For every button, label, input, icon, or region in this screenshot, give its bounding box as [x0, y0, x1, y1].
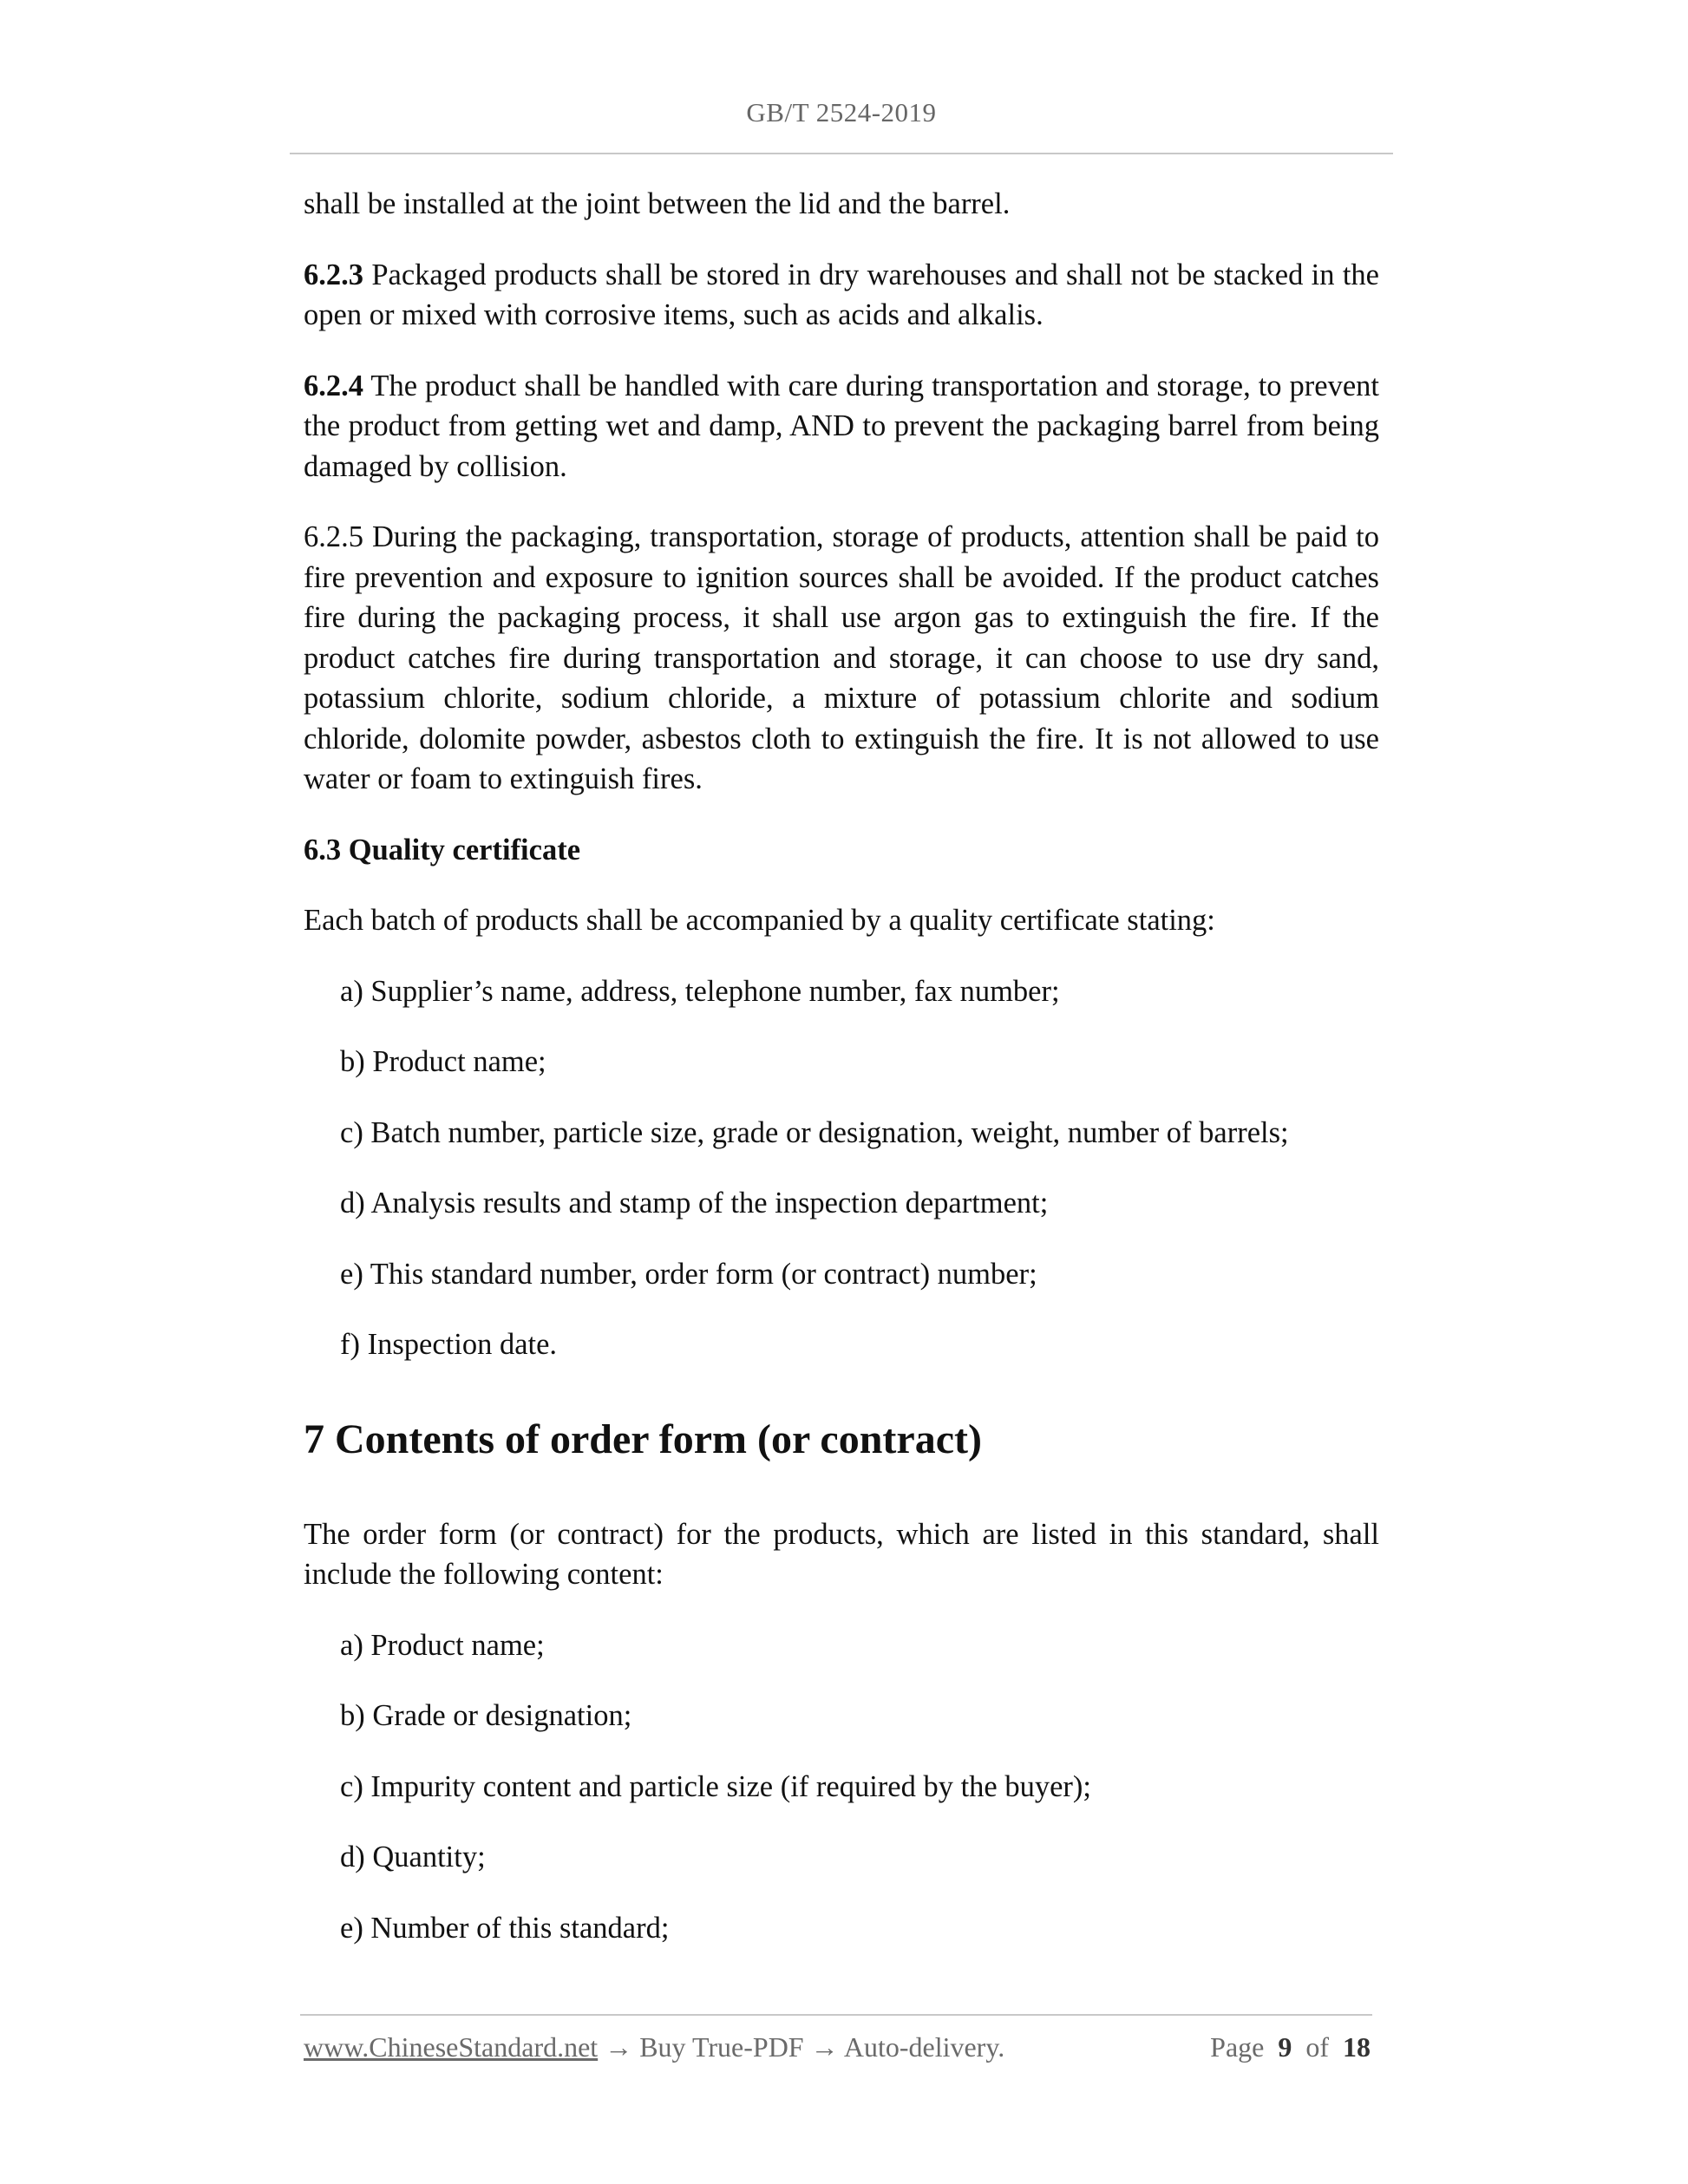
section-6-3-intro: Each batch of products shall be accompanied by a quality certificate stating: — [304, 904, 1215, 937]
footer-divider — [300, 2014, 1372, 2016]
list-item: e) Number of this standard; — [340, 1911, 670, 1945]
quality-certificate-list — [304, 971, 1379, 1365]
page-body — [304, 184, 1379, 1978]
clause-number: 6.2.3 — [304, 258, 363, 291]
clause-6-2-5: 6.2.5 During the packaging, transportation, storage of products, attention shall be paid to fire prevention and exposure to ignition sources shall be avoided. If the product catches fire during the packaging process, it shall use argon gas to extinguish the fire. If the product catches fire during transportation and storage, it can choose to use dry sand, potassium chlorite, sodium chloride, a mixture of potassium chlorite and sodium chloride, dolomite powder, asbestos cloth to extinguish the fire. It is not allowed to use water or foam to extinguish fires. — [304, 520, 1379, 795]
list-item: c) Batch number, particle size, grade or designation, weight, number of barrels; — [340, 1115, 1289, 1149]
page-word: Page — [1210, 2031, 1265, 2063]
clause-6-2-3 — [304, 255, 1379, 336]
section-6-3-heading: 6.3 Quality certificate — [304, 833, 581, 866]
clause-6-2-4 — [304, 366, 1379, 487]
section-7-heading: 7 Contents of order form (or contract) — [304, 1416, 982, 1462]
page-header: GB/T 2524-2019 — [746, 97, 937, 128]
list-item: b) Product name; — [340, 1045, 546, 1078]
section-7-intro: The order form (or contract) for the products, which are listed in this standard, shall include the following content: — [304, 1517, 1379, 1591]
promo-text: → Buy True-PDF → Auto-delivery. — [598, 2031, 1005, 2063]
list-item: d) Analysis results and stamp of the inspection department; — [340, 1187, 1049, 1220]
page-counter — [1210, 2031, 1371, 2063]
clause-number: 6.2.4 — [304, 369, 363, 402]
current-page-number: 9 — [1278, 2031, 1292, 2063]
list-item: d) Quantity; — [340, 1841, 486, 1873]
website-link[interactable]: www.ChineseStandard.net — [304, 2031, 599, 2063]
footer-promo — [304, 2031, 1004, 2063]
list-item: f) Inspection date. — [340, 1328, 558, 1361]
list-item: c) Impurity content and particle size (if required by the buyer); — [340, 1769, 1091, 1803]
order-contents-list — [304, 1625, 1379, 1949]
clause-text: The product shall be handled with care during transportation and storage, to prevent the product from getting wet and damp, AND to prevent the packaging barrel from being damaged by collision. — [304, 369, 1379, 483]
list-item: b) Grade or designation; — [340, 1699, 632, 1732]
page-footer — [304, 2031, 1371, 2075]
list-item: a) Product name; — [340, 1628, 545, 1662]
continued-paragraph: shall be installed at the joint between the lid and the barrel. — [304, 187, 1011, 220]
clause-text: Packaged products shall be stored in dry warehouses and shall not be stacked in the open or mixed with corrosive items, such as acids and alkalis. — [304, 258, 1379, 331]
list-item: e) This standard number, order form (or contract) number; — [340, 1257, 1037, 1291]
of-word: of — [1305, 2031, 1329, 2063]
header-divider — [290, 153, 1393, 154]
total-pages-number: 18 — [1343, 2031, 1371, 2063]
list-item: a) Supplier’s name, address, telephone number, fax number; — [340, 974, 1060, 1008]
